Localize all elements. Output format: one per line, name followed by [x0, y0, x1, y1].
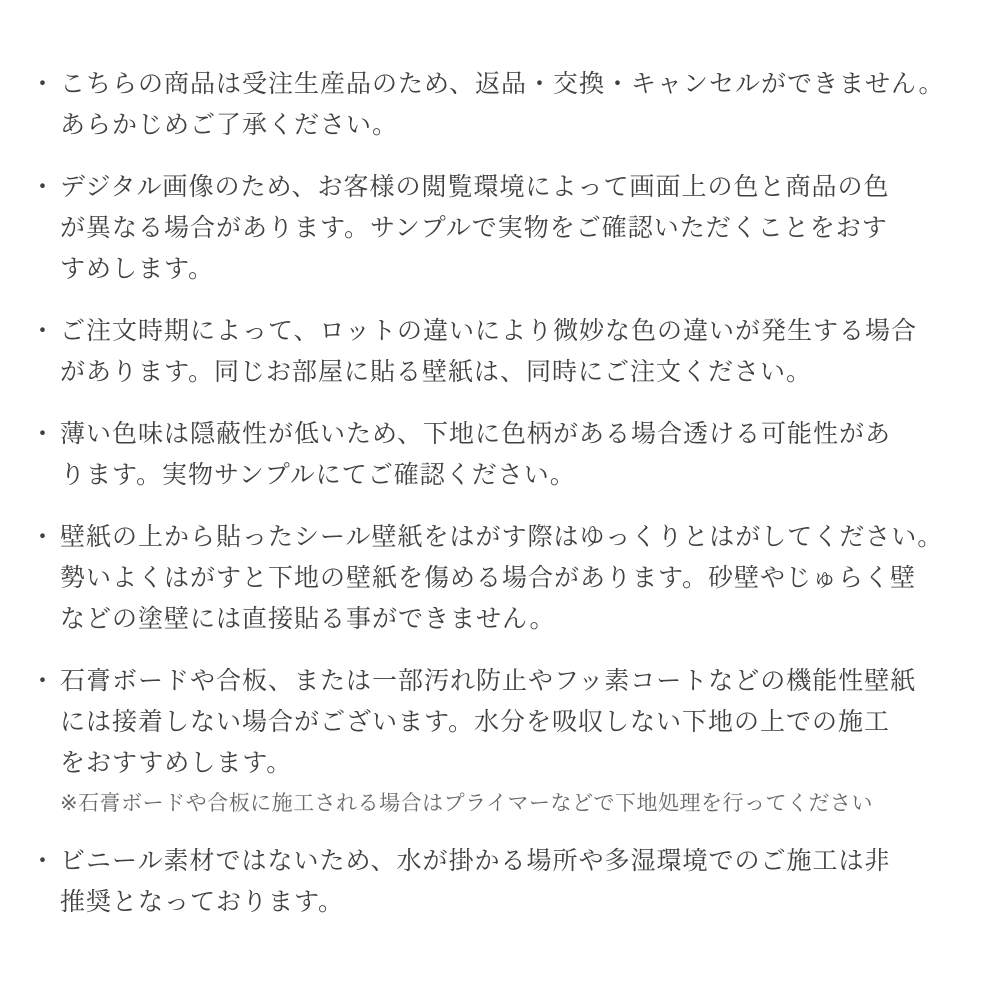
note-item — [30, 311, 976, 393]
note-line: が異なる場合があります。サンプルで実物をご確認いただくことをおす — [60, 214, 888, 242]
note-line: 壁紙の上から貼ったシール壁紙をはがす際はゆっくりとはがしてください。 — [60, 523, 944, 551]
note-item — [30, 167, 976, 290]
note-line: すめします。 — [60, 255, 215, 283]
note-line: ります。実物サンプルにてご確認ください。 — [60, 461, 576, 489]
note-text — [60, 517, 976, 640]
bullet-marker: ・ — [30, 523, 56, 551]
note-item — [30, 841, 976, 923]
note-item — [30, 517, 976, 640]
note-item — [30, 414, 976, 496]
note-line: ビニール素材ではないため、水が掛かる場所や多湿環境でのご施工は非 — [60, 847, 891, 875]
bullet-marker: ・ — [30, 667, 56, 695]
note-line: があります。同じお部屋に貼る壁紙は、同時にご注文ください。 — [60, 358, 813, 386]
note-line: などの塗壁には直接貼る事ができません。 — [60, 605, 556, 633]
note-line: 勢いよくはがすと下地の壁紙を傷める場合があります。砂壁やじゅらく壁 — [60, 564, 917, 592]
product-notes-list — [30, 64, 976, 923]
bullet-marker: ・ — [30, 420, 56, 448]
note-text — [60, 661, 976, 820]
note-line: 薄い色味は隠蔽性が低いため、下地に色柄がある場合透ける可能性があ — [60, 420, 892, 448]
note-item — [30, 64, 976, 146]
note-line: あらかじめご了承ください。 — [60, 111, 399, 139]
note-text — [60, 841, 976, 923]
note-line: には接着しない場合がございます。水分を吸収しない下地の上での施工 — [60, 708, 891, 736]
bullet-marker: ・ — [30, 70, 56, 98]
sub-note-line: ※石膏ボードや合板に施工される場合はプライマーなどで下地処理を行ってください — [60, 792, 873, 815]
note-text — [60, 311, 976, 393]
bullet-marker: ・ — [30, 173, 56, 201]
bullet-marker: ・ — [30, 847, 56, 875]
note-text — [60, 167, 976, 290]
note-line: 推奨となっております。 — [60, 888, 345, 916]
bullet-marker: ・ — [30, 317, 56, 345]
sub-note — [60, 787, 976, 820]
note-line: 石膏ボードや合板、または一部汚れ防止やフッ素コートなどの機能性壁紙 — [60, 667, 917, 695]
note-line: デジタル画像のため、お客様の閲覧環境によって画面上の色と商品の色 — [60, 173, 890, 201]
note-text — [60, 414, 976, 496]
note-item — [30, 661, 976, 820]
note-line: ご注文時期によって、ロットの違いにより微妙な色の違いが発生する場合 — [60, 317, 918, 345]
note-line: こちらの商品は受注生産品のため、返品・交換・キャンセルができません。 — [60, 70, 945, 98]
note-line: をおすすめします。 — [60, 749, 293, 777]
note-text — [60, 64, 976, 146]
